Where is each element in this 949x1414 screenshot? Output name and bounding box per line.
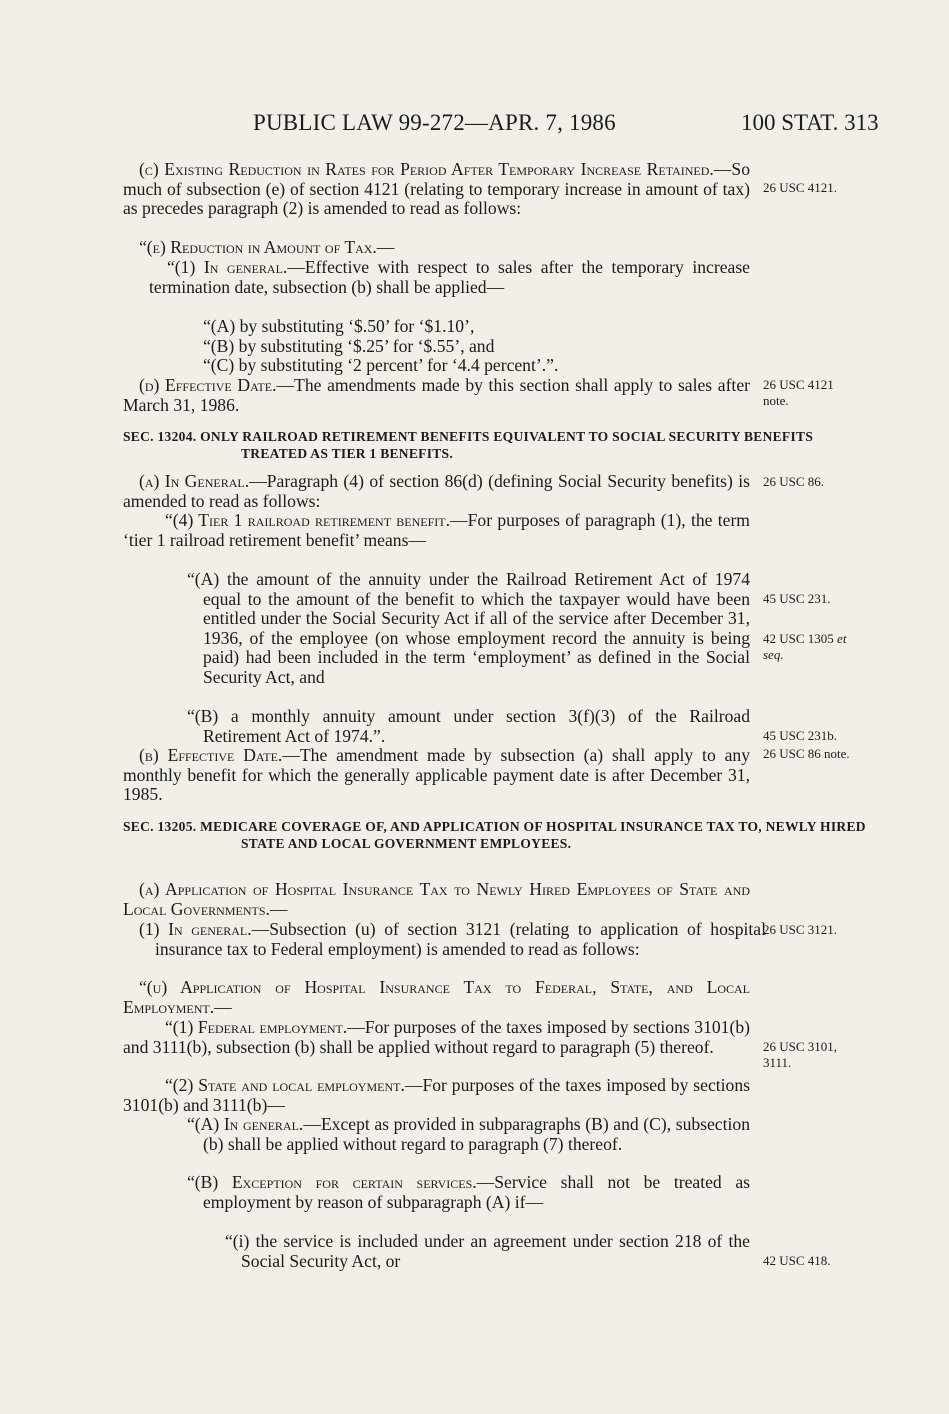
margin-note-26usc3121: 26 USC 3121. <box>763 922 838 937</box>
paragraph-1-in-general <box>139 920 766 959</box>
note-line-1: 42 USC 1305 <box>763 631 834 646</box>
paragraph-heading: “(B) Exception for certain services. <box>187 1172 477 1192</box>
subparagraph-a-annuity: “(A) the amount of the annuity under the Railroad Retirement Act of 1974 equal to the amount of the benefit to which the taxpayer would have been entitled under the Social Security Act if all of the service after December 31, 1936, of the employee (on whose employment record the annuity is being paid) had been included in the term ‘employment’ as defined in the Social Security Act, and <box>187 569 750 687</box>
paragraph-heading: (1) In general. <box>139 919 252 939</box>
list-item-b: “(B) by substituting ‘$.25’ for ‘$.55’, and <box>203 336 495 356</box>
margin-note-26usc86-note: 26 USC 86 note. <box>763 746 850 761</box>
note-line-2: 3111. <box>763 1055 792 1070</box>
paragraph-b-effective-date <box>123 746 750 805</box>
paragraph-text: —The amendment made by subsection (a) shall apply to any monthly benefit for which the generally applicable payment date is after December 31, 1985. <box>123 745 751 805</box>
paragraph-text: —For purposes of the taxes imposed by sections 3101(b) and 3111(b), subsection (b) shall be applied without regard to paragraph (5) thereof. <box>123 1017 750 1057</box>
margin-note-26usc4121-note <box>763 377 834 409</box>
paragraph-4-tier1 <box>123 511 750 550</box>
quoted-subsection-u <box>123 978 750 1017</box>
note-line-2: note. <box>763 393 789 408</box>
note-line-1: 26 USC 3101, <box>763 1039 838 1054</box>
paragraph-text: —So much of subsection (e) of section 4121 (relating to temporary increase in amount of tax) as precedes paragraph (2) is amended to read as follows: <box>123 159 750 219</box>
list-item-c: “(C) by substituting ‘2 percent’ for ‘4.4 percent’.”. <box>203 355 559 375</box>
paragraph-heading: “(2) State and local employment. <box>165 1075 405 1095</box>
paragraph-heading: “(1) Federal employment. <box>165 1017 348 1037</box>
paragraph-d <box>123 376 750 415</box>
paragraph-heading: “(1) In general. <box>167 257 288 277</box>
section-heading-13205: SEC. 13205. MEDICARE COVERAGE OF, AND APPLICATION OF HOSPITAL INSURANCE TAX TO, NEWLY HIRED STATE AND LOCAL GOVERNMENT EMPLOYEES. <box>123 819 866 851</box>
note-line-2: seq. <box>763 647 784 662</box>
margin-note-45usc231b: 45 USC 231b. <box>763 728 838 743</box>
note-line-1: 26 USC 4121 <box>763 377 834 392</box>
heading-text: “(u) Application of Hospital Insurance Tax to Federal, State, and Local Employment.— <box>123 977 750 1017</box>
subparagraph-b-exception <box>123 1173 750 1212</box>
margin-note-42usc1305 <box>763 631 846 663</box>
paragraph-text: —Except as provided in subparagraphs (B) and (C), subsection (b) shall be applied without regard to paragraph (7) thereof. <box>203 1114 750 1154</box>
paragraph-a-application <box>123 880 750 919</box>
paragraph-text: —Service shall not be treated as employment by reason of subparagraph (A) if— <box>203 1172 750 1212</box>
section-heading-13204: SEC. 13204. ONLY RAILROAD RETIREMENT BENEFITS EQUIVALENT TO SOCIAL SECURITY BENEFITS TREATED AS TIER 1 BENEFITS. <box>123 429 814 461</box>
paragraph-text: —For purposes of paragraph (1), the term ‘tier 1 railroad retirement benefit’ means— <box>123 510 750 550</box>
list-item-a: “(A) by substituting ‘$.50’ for ‘$1.10’, <box>203 316 475 336</box>
paragraph-text: —Subsection (u) of section 3121 (relating to application of hospital insurance tax to Federal employment) is amended to read as follows: <box>155 919 766 959</box>
paragraph-heading: “(A) In general. <box>187 1114 304 1134</box>
paragraph-a-in-general <box>123 472 750 511</box>
clause-i: “(i) the service is included under an agreement under section 218 of the Social Security Act, or <box>225 1231 750 1271</box>
subparagraph-b-monthly: “(B) a monthly annuity amount under section 3(f)(3) of the Railroad Retirement Act of 1974.”. <box>187 706 750 746</box>
page-number: 100 STAT. 313 <box>741 110 879 135</box>
heading-text: “(e) Reduction in Amount of Tax.— <box>139 237 395 257</box>
paragraph-c <box>123 160 750 219</box>
paragraph-text: —Effective with respect to sales after the temporary increase termination date, subsection (b) shall be applied— <box>149 257 750 297</box>
paragraph-2-state-local <box>123 1076 750 1115</box>
margin-note-26usc4121: 26 USC 4121. <box>763 180 838 195</box>
paragraph-heading: “(4) Tier 1 railroad retirement benefit. <box>165 510 451 530</box>
subparagraph-a-general <box>123 1115 750 1154</box>
subsection-heading: (d) Effective Date. <box>139 375 277 395</box>
margin-note-26usc86: 26 USC 86. <box>763 474 825 489</box>
quoted-subsection-heading <box>123 238 750 258</box>
subsection-heading: (a) In General. <box>139 471 250 491</box>
paragraph-text: —The amendments made by this section shall apply to sales after March 31, 1986. <box>123 375 750 415</box>
subsection-heading: (a) Application of Hospital Insurance Tax to Newly Hired Employees of State and Local Governments.— <box>123 879 750 919</box>
subsection-heading: (b) Effective Date. <box>139 745 283 765</box>
paragraph-text: —Paragraph (4) of section 86(d) (defining Social Security benefits) is amended to read as follows: <box>123 471 751 511</box>
note-et: et <box>837 631 847 646</box>
margin-note-45usc231: 45 USC 231. <box>763 591 831 606</box>
paragraph-1-general <box>123 258 750 297</box>
paragraph-text: —For purposes of the taxes imposed by sections 3101(b) and 3111(b)— <box>123 1075 750 1115</box>
paragraph-1-federal <box>123 1018 750 1057</box>
running-head-title: PUBLIC LAW 99-272—APR. 7, 1986 <box>253 110 616 135</box>
margin-note-26usc3101 <box>763 1039 837 1071</box>
margin-note-42usc418: 42 USC 418. <box>763 1253 831 1268</box>
subsection-heading: (c) Existing Reduction in Rates for Period After Temporary Increase Retained. <box>139 159 714 179</box>
